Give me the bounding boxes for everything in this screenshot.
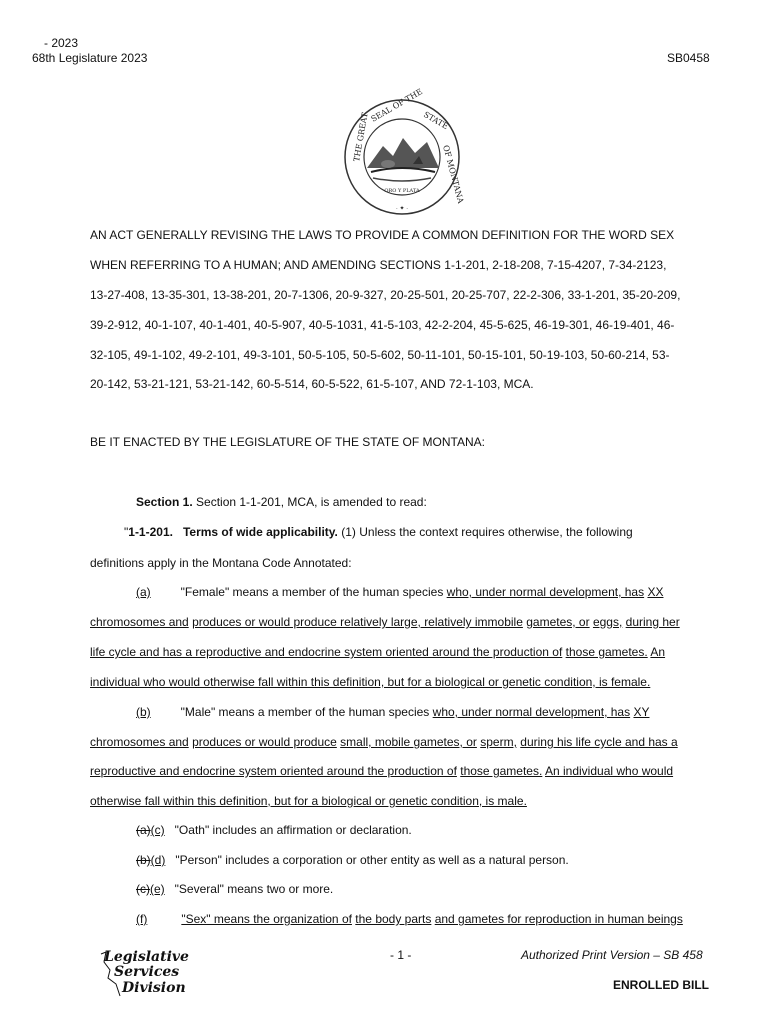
inserted-text: life cycle and has a reproductive and endocrine system oriented around the production of bbox=[90, 645, 563, 659]
subsection-mark: (f) bbox=[136, 912, 148, 926]
section-lead-continued: definitions apply in the Montana Code Annotated: bbox=[90, 556, 352, 570]
def-text: "Several" means two or more. bbox=[174, 882, 334, 896]
code-section: 1-1-201. bbox=[128, 525, 173, 539]
inserted-text: gametes, or bbox=[526, 615, 590, 629]
inserted-text: during his life cycle and has a bbox=[520, 735, 678, 749]
enacting-clause: BE IT ENACTED BY THE LEGISLATURE OF THE STATE OF MONTANA: bbox=[90, 435, 485, 449]
svg-text:SEAL OF THE: SEAL OF THE bbox=[369, 87, 425, 124]
logo-line: Legislative bbox=[104, 949, 189, 965]
inserted-text: who, under normal development, has bbox=[432, 705, 631, 719]
inserted-text: "Sex" means the organization of bbox=[181, 912, 352, 926]
subsection-mark: (a) bbox=[136, 585, 151, 599]
legislative-services-division-logo bbox=[98, 948, 198, 1000]
inserted-text: An individual who would bbox=[544, 764, 674, 778]
definition-female-line4: individual who would otherwise fall within this definition, but for a biological or genetic condition, is female. bbox=[90, 675, 651, 689]
section-intro-text: Section 1-1-201, MCA, is amended to read: bbox=[192, 495, 427, 509]
svg-text:THE GREAT: THE GREAT bbox=[352, 111, 370, 163]
inserted-mark: (c) bbox=[150, 823, 165, 837]
definition-several bbox=[136, 882, 333, 896]
page-number: - 1 - bbox=[390, 948, 412, 962]
inserted-text: who, under normal development, has bbox=[446, 585, 645, 599]
def-text: "Male" means a member of the human species bbox=[180, 705, 430, 719]
svg-text:STATE: STATE bbox=[422, 109, 450, 132]
inserted-text: chromosomes and bbox=[90, 735, 189, 749]
svg-text:OF MONTANA: OF MONTANA bbox=[441, 144, 466, 205]
svg-text:ORO Y PLATA: ORO Y PLATA bbox=[384, 188, 420, 194]
inserted-text: those gametes. bbox=[460, 764, 543, 778]
title-line: WHEN REFERRING TO A HUMAN; AND AMENDING SECTIONS 1-1-201, 2-18-208, 7-15-4207, 7-34-2123, bbox=[90, 258, 667, 272]
bill-status: ENROLLED BILL bbox=[613, 978, 709, 992]
session-year: - 2023 bbox=[44, 36, 79, 50]
inserted-mark: (d) bbox=[150, 853, 166, 867]
inserted-text: and gametes for reproduction in human beings bbox=[434, 912, 683, 926]
montana-great-seal-icon bbox=[343, 87, 466, 216]
legislature-label: 68th Legislature 2023 bbox=[32, 51, 148, 65]
inserted-text: produces or would produce bbox=[192, 735, 337, 749]
inserted-text: those gametes. bbox=[565, 645, 648, 659]
logo-line: Division bbox=[122, 980, 186, 996]
title-line: 32-105, 49-1-102, 49-2-101, 49-3-101, 50-5-105, 50-5-602, 50-11-101, 50-15-101, 50-19-103, 50-60-214, 53- bbox=[90, 348, 670, 362]
inserted-text: XX bbox=[647, 585, 664, 599]
def-text: "Female" means a member of the human species bbox=[180, 585, 444, 599]
definition-sex bbox=[136, 912, 683, 926]
bill-number: SB0458 bbox=[667, 51, 710, 65]
title-line: 20-142, 53-21-121, 53-21-142, 60-5-514, 60-5-522, 61-5-107, AND 72-1-103, MCA. bbox=[90, 377, 534, 391]
section-label: Section 1. bbox=[136, 495, 193, 509]
definition-oath bbox=[136, 823, 412, 837]
def-text: "Person" includes a corporation or other entity as well as a natural person. bbox=[175, 853, 569, 867]
inserted-mark: (e) bbox=[150, 882, 165, 896]
inserted-text: reproductive and endocrine system oriented around the production of bbox=[90, 764, 457, 778]
svg-text:· ✦ ·: · ✦ · bbox=[395, 206, 409, 212]
inserted-text: chromosomes and bbox=[90, 615, 189, 629]
quote-mark: " bbox=[124, 525, 129, 539]
title-line: 39-2-912, 40-1-107, 40-1-401, 40-5-907, 40-5-1031, 41-5-103, 42-2-204, 45-5-625, 46-19-301, 46-19-401, 46- bbox=[90, 318, 675, 332]
inserted-text: small, mobile gametes, or bbox=[340, 735, 477, 749]
section-lead: (1) Unless the context requires otherwise, the following bbox=[337, 525, 633, 539]
definition-female bbox=[136, 585, 663, 599]
print-version: Authorized Print Version – SB 458 bbox=[521, 948, 703, 962]
inserted-text: during her bbox=[625, 615, 680, 629]
section-1-intro bbox=[136, 495, 427, 509]
definition-male-line2 bbox=[90, 735, 678, 749]
subsection-mark: (b) bbox=[136, 705, 151, 719]
definition-person bbox=[136, 853, 569, 867]
logo-line: Services bbox=[114, 964, 180, 980]
inserted-text: produces or would produce relatively large, relatively immobile bbox=[192, 615, 523, 629]
inserted-text: eggs, bbox=[592, 615, 623, 629]
inserted-text: An bbox=[650, 645, 666, 659]
definition-female-line2 bbox=[90, 615, 680, 629]
definition-male bbox=[136, 705, 649, 719]
inserted-text: sperm, bbox=[480, 735, 517, 749]
title-line: 13-27-408, 13-35-301, 13-38-201, 20-7-1306, 20-9-327, 20-25-501, 20-25-707, 22-2-306, 33-1-201, 35-20-209, bbox=[90, 288, 681, 302]
def-text: "Oath" includes an affirmation or declaration. bbox=[174, 823, 412, 837]
deleted-mark: (c) bbox=[136, 882, 150, 896]
definition-female-line3 bbox=[90, 645, 665, 659]
section-1-heading bbox=[124, 525, 633, 539]
definition-male-line4: otherwise fall within this definition, but for a biological or genetic condition, is male. bbox=[90, 794, 527, 808]
inserted-text: XY bbox=[633, 705, 650, 719]
title-line: AN ACT GENERALLY REVISING THE LAWS TO PROVIDE A COMMON DEFINITION FOR THE WORD SEX bbox=[90, 228, 675, 242]
deleted-mark: (a) bbox=[136, 823, 151, 837]
section-heading: Terms of wide applicability. bbox=[182, 525, 338, 539]
inserted-text: the body parts bbox=[355, 912, 432, 926]
definition-male-line3 bbox=[90, 764, 673, 778]
montana-outline-icon bbox=[98, 948, 128, 1000]
deleted-mark: (b) bbox=[136, 853, 151, 867]
